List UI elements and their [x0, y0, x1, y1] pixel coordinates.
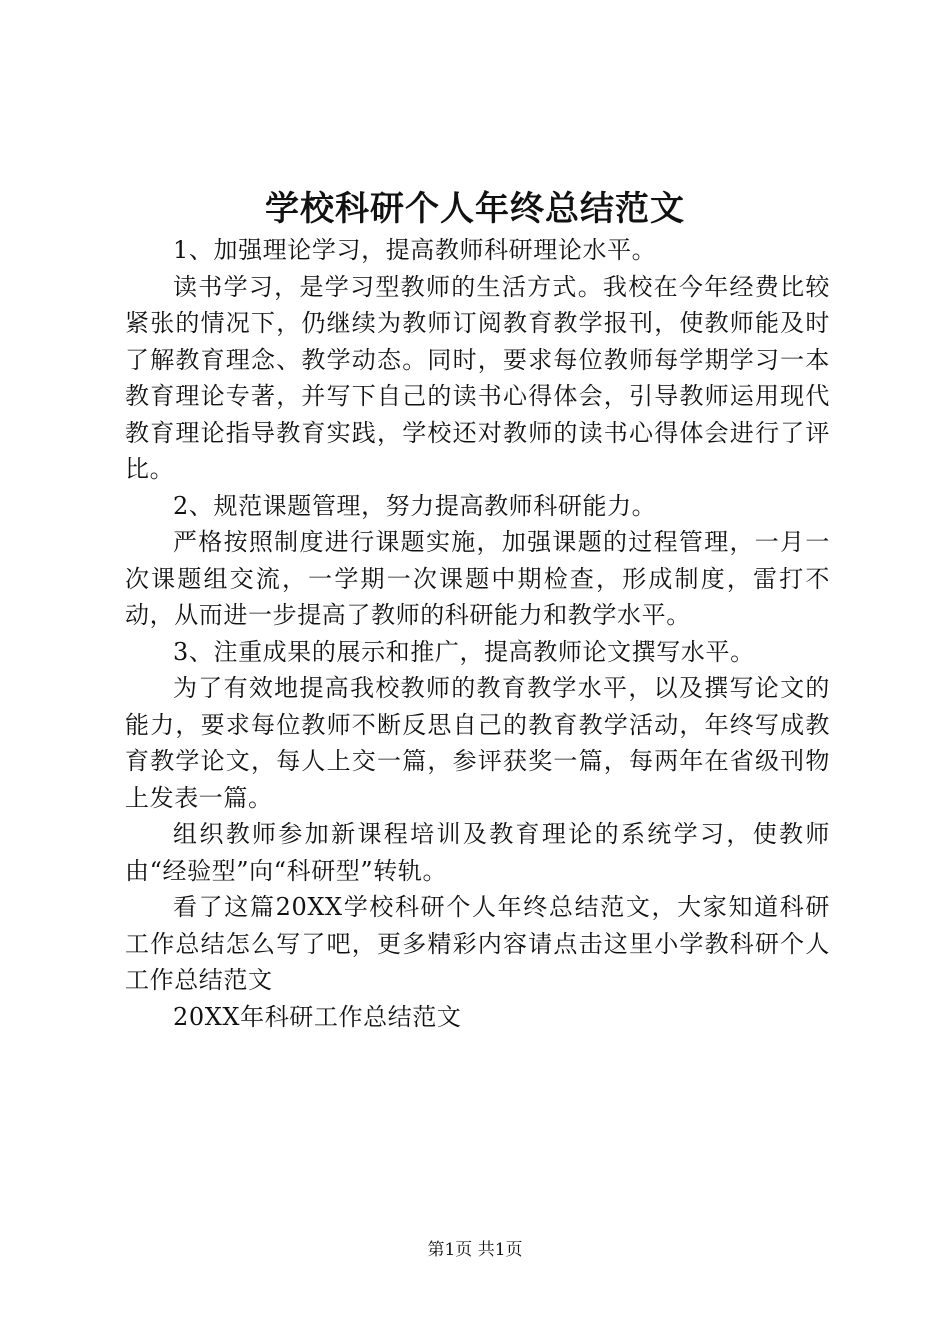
paragraph-related-title: 20XX年科研工作总结范文: [173, 1002, 462, 1031]
paragraph-training: 组织教师参加新课程培训及教育理论的系统学习，使教师由“经验型”向“科研型”转轨。: [125, 820, 830, 885]
paragraph-reading: 读书学习，是学习型教师的生活方式。我校在今年经费比较紧张的情况下，仍继续为教师订阅教育教学报刊，使教师能及时了解教育理念、教学动态。同时，要求每位教师每学期学习一本教育理论专著，并写下自己的读书心得体会，引导教师运用现代教育理论指导教育实践，学校还对教师的读书心得体会进行了评比。: [125, 272, 830, 483]
heading-results-promotion: 3、注重成果的展示和推广，提高教师论文撰写水平。: [173, 637, 755, 666]
document-body: [125, 232, 830, 1035]
paragraph-paper-writing: 为了有效地提高我校教师的教育教学水平，以及撰写论文的能力，要求每位教师不断反思自己的教育教学活动，年终写成教育教学论文，每人上交一篇，参评获奖一篇，每两年在省级刊物上发表一篇。: [125, 674, 830, 812]
paragraph-project-implementation: 严格按照制度进行课题实施，加强课题的过程管理，一月一次课题组交流，一学期一次课题中期检查，形成制度，雷打不动，从而进一步提高了教师的科研能力和教学水平。: [125, 528, 830, 629]
document-title: 学校科研个人年终总结范文: [265, 189, 685, 229]
page-number-footer: 第1页 共1页: [427, 1240, 523, 1260]
paragraph-related-article: 看了这篇20XX学校科研个人年终总结范文，大家知道科研工作总结怎么写了吧，更多精彩内容请点击这里小学教科研个人工作总结范文: [125, 893, 830, 994]
heading-theory-study: 1、加强理论学习，提高教师科研理论水平。: [173, 236, 657, 264]
heading-project-management: 2、规范课题管理，努力提高教师科研能力。: [173, 491, 657, 520]
